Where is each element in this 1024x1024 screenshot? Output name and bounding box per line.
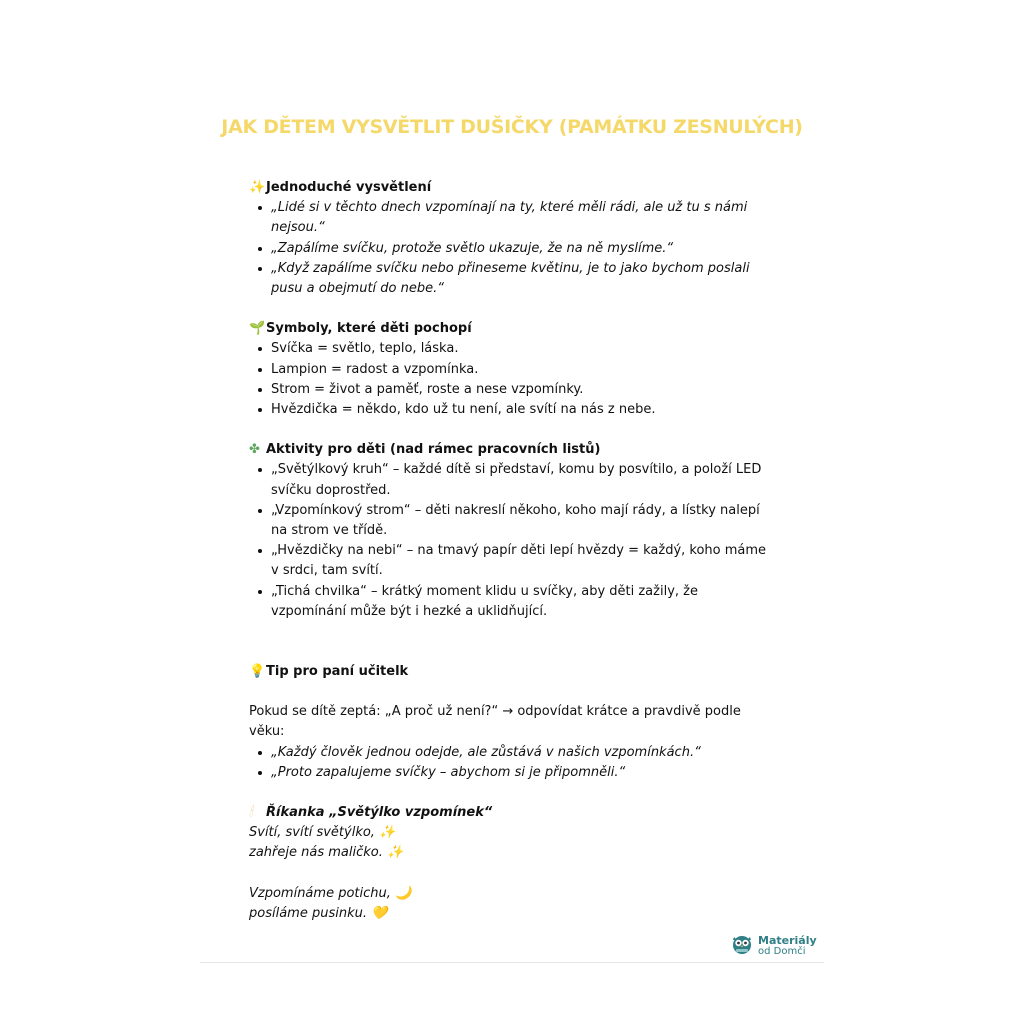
- rhyme-line: Vzpomínáme potichu, 🌙: [249, 885, 412, 901]
- list-item: Hvězdička = někdo, kdo už tu není, ale svítí na nás z nebe.: [249, 400, 769, 420]
- sparkles-icon: ✨: [379, 825, 396, 841]
- section-heading-tip: [249, 662, 769, 682]
- list-item: „Každý člověk jednou odejde, ale zůstává v našich vzpomínkách.“: [249, 743, 769, 763]
- list-item: „Lidé si v těchto dnech vzpomínají na ty, které měli rádi, ale už tu s námi nejsou.“: [249, 198, 769, 238]
- heading-text: Jednoduché vysvětlení: [266, 180, 432, 195]
- section-heading-symbols: [249, 319, 769, 339]
- list-item: „Proto zapalujeme svíčky – abychom si je připomněli.“: [249, 763, 769, 783]
- simple-list: [249, 198, 769, 299]
- brand-logo: [730, 932, 817, 960]
- clover-icon: ✤: [249, 442, 260, 458]
- activities-list: [249, 460, 769, 622]
- section-heading-rhyme: [249, 803, 769, 823]
- rhyme-line: Svítí, svítí světýlko, ✨: [249, 825, 396, 841]
- lightbulb-icon: 💡: [249, 664, 266, 680]
- tip-intro: Pokud se dítě zeptá: „A proč už není?“ → odpovídat krátce a pravdivě podle věku:: [249, 704, 741, 740]
- section-heading-activities: [249, 440, 769, 460]
- document-page: [200, 0, 824, 963]
- list-item: Lampion = radost a vzpomínka.: [249, 360, 769, 380]
- logo-line-2: od Domči: [758, 946, 806, 957]
- list-item: „Zapálíme svíčku, protože světlo ukazuje, že na ně myslíme.“: [249, 239, 769, 259]
- rhyme-line: zahřeje nás maličko. ✨: [249, 845, 404, 861]
- list-item: „Světýlkový kruh“ – každé dítě si představí, komu by posvítilo, a položí LED svíčku doprostřed.: [249, 460, 769, 500]
- rhyme-line: posíláme pusinku. 💛: [249, 905, 388, 921]
- sparkles-icon: ✨: [386, 845, 404, 861]
- symbols-list: [249, 339, 769, 420]
- heading-text: Tip pro paní učitelk: [266, 664, 409, 680]
- heading-text: Symboly, které děti pochopí: [266, 321, 472, 337]
- heading-text: Aktivity pro děti (nad rámec pracovních listů): [266, 442, 601, 458]
- moon-icon: 🌙: [395, 885, 412, 901]
- section-heading-simple: [249, 178, 769, 198]
- list-item: „Tichá chvilka“ – krátký moment klidu u svíčky, aby děti zažily, že vzpomínání může být i hezké a uklidňující.: [249, 582, 769, 622]
- heading-text: Říkanka „Světýlko vzpomínek“: [266, 805, 493, 821]
- list-item: „Hvězdičky na nebi“ – na tmavý papír děti lepí hvězdy = každý, koho máme v srdci, tam svítí.: [249, 541, 769, 581]
- heart-icon: 💛: [371, 905, 388, 921]
- logo-line-1: Materiály: [758, 934, 817, 947]
- candle-icon: 🕯: [249, 805, 253, 821]
- tip-list: [249, 743, 769, 783]
- list-item: Svíčka = světlo, teplo, láska.: [249, 339, 769, 359]
- sparkles-icon: ✨: [249, 180, 266, 195]
- list-item: Strom = život a paměť, roste a nese vzpomínky.: [249, 380, 769, 400]
- seedling-icon: 🌱: [249, 321, 266, 337]
- owl-icon: [730, 932, 754, 960]
- page-title: JAK DĚTEM VYSVĚTLIT DUŠIČKY (PAMÁTKU ZESNULÝCH): [221, 116, 803, 138]
- document-content: [249, 178, 769, 924]
- logo-text: [758, 935, 817, 957]
- list-item: „Vzpomínkový strom“ – děti nakreslí někoho, koho mají rády, a lístky nalepí na strom ve třídě.: [249, 501, 769, 541]
- list-item: „Když zapálíme svíčku nebo přineseme květinu, je to jako bychom poslali pusu a obejmutí do nebe.“: [249, 259, 769, 299]
